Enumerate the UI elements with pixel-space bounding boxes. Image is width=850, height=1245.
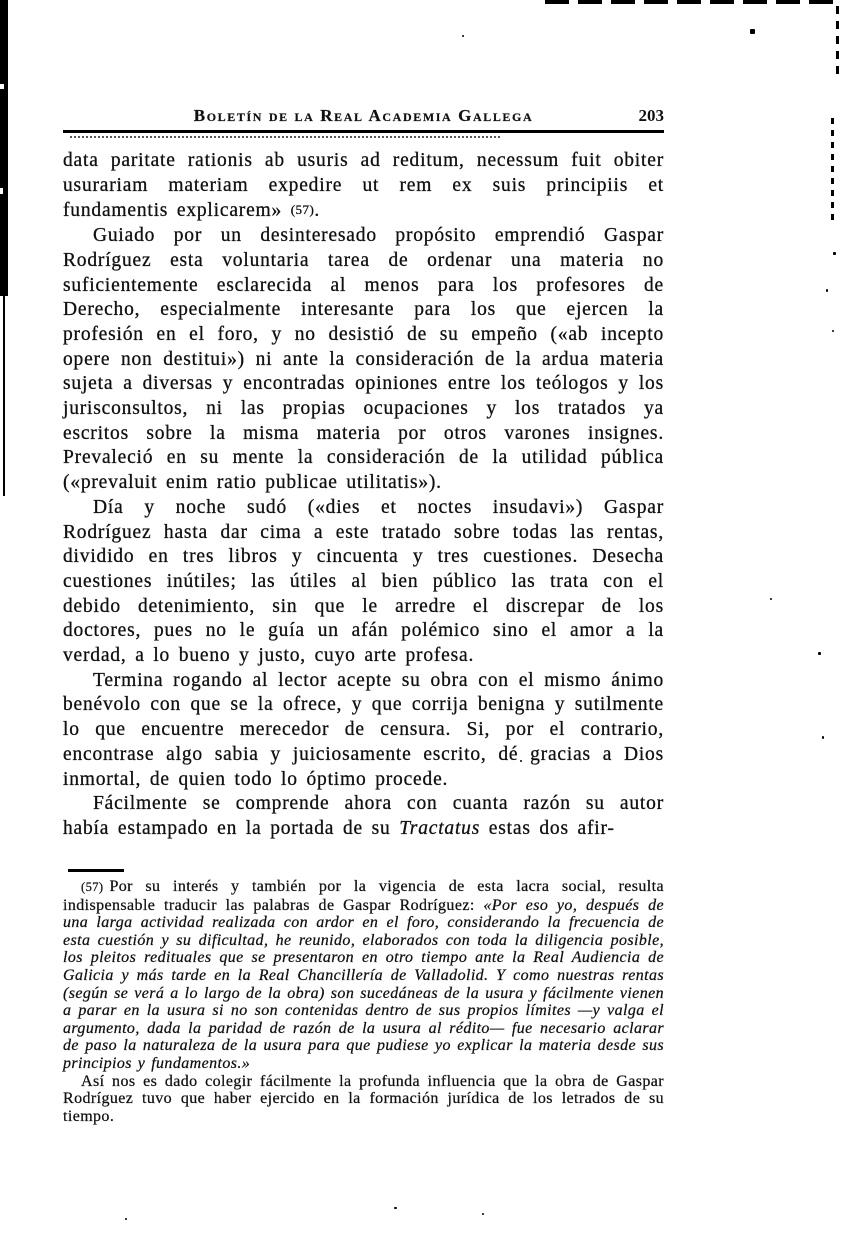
scan-edge-artifact-top xyxy=(545,0,833,4)
scan-speck xyxy=(125,1218,127,1220)
scan-speck xyxy=(770,598,772,600)
scan-edge-artifact-right xyxy=(831,118,834,222)
scan-speck xyxy=(482,1213,484,1215)
footnote-marker: (57) xyxy=(81,880,104,894)
scan-edge-artifact-right xyxy=(836,6,839,78)
scan-edge-line-left xyxy=(3,296,5,496)
scan-speck xyxy=(826,289,828,292)
scan-speck xyxy=(833,252,836,255)
footnote-separator-rule xyxy=(68,869,124,872)
paragraph: Día y noche sudó («dies et noctes insudavi») Gaspar Rodríguez hasta dar cima a este tratado sobre todas las rentas, dividido en tres libros y cincuenta y tres cuestiones. Desecha cuestiones inútiles; las útiles al bien público las trata con el debido detenimiento, sin que le arredre el discrepar de los doctores, pues no le guía un afán polémico sino el amor a la verdad, a lo bueno y justo, cuyo arte profesa. xyxy=(63,496,664,667)
scan-edge-artifact-left xyxy=(0,0,8,296)
paragraph-continuation xyxy=(63,149,664,224)
paragraph-text: Fácilmente se comprende ahora con cuanta razón su autor había estampado en la portada de su xyxy=(63,793,664,839)
scan-speck xyxy=(394,1207,397,1209)
footnote-text: Por su interés y también por la vigencia de esta lacra social, resulta indispensable traducir las palabras de Gaspar Rodríguez: xyxy=(63,878,664,914)
scan-speck xyxy=(822,736,824,739)
paragraph: Termina rogando al lector acepte su obra con el mismo ánimo benévolo con que se la ofrece, y que corrija benigna y sutilmente lo que encuentre merecedor de censura. Si, por el contrario, encontrase algo sabia y juiciosamente escrito, dé gracias a Dios inmortal, de quien todo lo óptimo procede. xyxy=(63,669,664,790)
paragraph-text: data paritate rationis ab usuris ad reditum, necessum fuit obiter usurariam materiam expedire ut rem ex suis principiis et fundamentis explicarem» xyxy=(63,150,664,222)
paragraph xyxy=(63,792,664,841)
running-head xyxy=(63,106,664,128)
footnote-quote-italic: «Por eso yo, después de una larga actividad realizada con ardor en el foro, considerando la frecuencia de esta cuestión y su dificultad, he reunido, elaborados con toda la diligencia posible, los pleitos redituales que se presentaron en otro tiempo ante la Real Audiencia de Galicia y más tarde en la Real Chancillería de Valladolid. Y como nuestras rentas (según se verá a lo largo de la obra) son sucedáneas de la usura y fácilmente vienen a parar en la usura si no son contenidas dentro de sus propios límites —y valga el argumento, dada la paridad de razón de la usura al rédito— fue necesario aclarar de paso la naturaleza de la usura para que pudiese yo explicar la materia desde sus principios y fundamentos.» xyxy=(63,896,665,1072)
footnote-paragraph xyxy=(63,878,664,1073)
page-number: 203 xyxy=(638,106,664,125)
paragraph: Guiado por un desinteresado propósito emprendió Gaspar Rodríguez esta voluntaria tarea de ordenar una materia no suficientemente esclarecida al menos para los profesores de Derecho, especialmente interesante para los que ejercen la profesión en el foro, y no desistió de su empeño («ab incepto opere non destitui») ni ante la consideración de la ardua materia sujeta a diversas y encontradas opiniones entre los teólogos y los jurisconsultos, ni las propias ocupaciones y los tratados ya escritos sobre la misma materia por otros varones insignes. Prevaleció en su mente la consideración de la utilidad pública («prevaluit enim ratio publicae utilitatis»). xyxy=(63,225,664,494)
body-text-column xyxy=(63,149,664,842)
footnote-closing-paragraph: Así nos es dado colegir fácilmente la profunda influencia que la obra de Gaspar Rodríguez tuvo que haber ejercido en la formación jurídica de los letrados de su tiempo. xyxy=(63,1072,664,1125)
paragraph-text: estas dos afir- xyxy=(480,817,615,839)
journal-title: Boletín de la Real Academia Gallega xyxy=(193,106,534,125)
paragraph-text: . xyxy=(314,200,321,222)
footnote-block xyxy=(63,878,664,1125)
scan-speck xyxy=(462,35,464,37)
work-title-italic: Tractatus xyxy=(399,817,481,839)
scan-artifact-notch xyxy=(0,84,4,89)
scan-speck xyxy=(750,29,755,34)
scan-artifact-notch xyxy=(0,188,3,194)
header-rule xyxy=(63,130,664,133)
scan-speck xyxy=(818,652,821,655)
footnote-reference: (57) xyxy=(290,202,315,218)
scan-speck xyxy=(832,330,834,332)
header-rule-scan-dots xyxy=(70,136,500,138)
